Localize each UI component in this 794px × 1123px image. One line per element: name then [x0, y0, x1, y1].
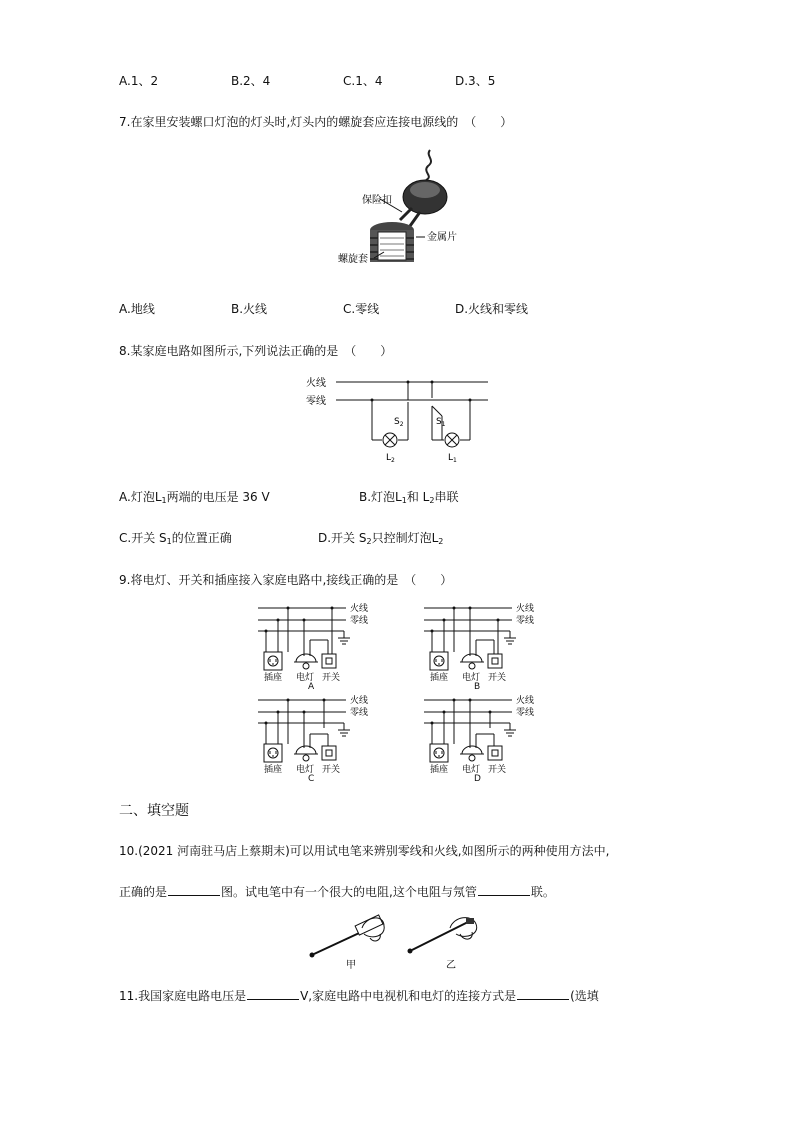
- q9-neutral-label: 零线: [350, 616, 369, 626]
- q9-neutral-label: 零线: [516, 708, 535, 718]
- fig-label-jia: 甲: [346, 960, 356, 971]
- q9-figure-d: [424, 692, 544, 778]
- q8-l2-label: $L_2$: [386, 453, 395, 464]
- label-fuse-buckle: 保险扣: [362, 195, 392, 206]
- q9-neutral-label: 零线: [350, 708, 369, 718]
- q7-option-d: D.火线和零线: [455, 302, 529, 316]
- q9-socket-label: 插座: [430, 673, 449, 683]
- q6-option-d: D.3、5: [455, 74, 496, 88]
- q9-switch-label: 开关: [488, 765, 507, 775]
- q9-switch-label: 开关: [322, 765, 341, 775]
- q9-option-letter-a: A: [308, 682, 315, 692]
- q6-option-a: A.1、2: [119, 74, 159, 88]
- q8-s1-label: $S_1$: [436, 417, 446, 428]
- q8-l1-label: $L_1$: [448, 453, 457, 464]
- q9-figure-b: [424, 600, 544, 686]
- q7-option-c: C.零线: [343, 302, 380, 316]
- q9-socket-label: 插座: [264, 765, 283, 775]
- q6-option-c: C.1、4: [343, 74, 383, 88]
- q8-circuit-diagram: [300, 372, 500, 464]
- q8-option-c: C.开关 $S_1$的位置正确: [119, 531, 232, 546]
- q9-option-letter-c: C: [308, 774, 315, 784]
- lamp-socket-figure: [330, 142, 470, 272]
- label-spiral-sleeve: 螺旋套: [338, 254, 368, 265]
- q9-stem: 9.将电灯、开关和插座接入家庭电路中,接线正确的是 （ ）: [119, 573, 453, 587]
- test-pen-figure: [300, 910, 500, 972]
- q7-option-b: B.火线: [231, 302, 268, 316]
- fig-label-yi: 乙: [446, 960, 456, 971]
- q8-option-a: A.灯泡$L_1$两端的电压是 36 V: [119, 490, 270, 505]
- q9-lamp-label: 电灯: [296, 765, 315, 775]
- q9-option-letter-d: D: [474, 774, 481, 784]
- q7-option-a: A.地线: [119, 302, 155, 316]
- q9-socket-label: 插座: [430, 765, 449, 775]
- q8-s2-label: $S_2$: [394, 417, 404, 428]
- q9-live-label: 火线: [516, 696, 535, 706]
- q9-lamp-label: 电灯: [462, 673, 481, 683]
- q10-line1: 10.(2021 河南驻马店上蔡期末)可以用试电笔来辨别零线和火线,如图所示的两种使用方法中,: [119, 844, 610, 858]
- q11-line1: 11.我国家庭电路电压是 V,家庭电路中电视机和电灯的连接方式是 (选填: [119, 989, 599, 1003]
- q9-figure-c: [258, 692, 378, 778]
- q7-stem: 7.在家里安装螺口灯泡的灯头时,灯头内的螺旋套应连接电源线的 （ ）: [119, 115, 513, 129]
- q9-live-label: 火线: [350, 604, 369, 614]
- section-title-fill-blank: 二、填空题: [119, 803, 189, 819]
- q9-lamp-label: 电灯: [296, 673, 315, 683]
- q9-figure-a: [258, 600, 378, 686]
- q9-socket-label: 插座: [264, 673, 283, 683]
- q8-live-label: 火线: [306, 378, 326, 389]
- q9-live-label: 火线: [516, 604, 535, 614]
- q9-lamp-label: 电灯: [462, 765, 481, 775]
- q8-neutral-label: 零线: [306, 396, 326, 407]
- q9-live-label: 火线: [350, 696, 369, 706]
- q9-option-letter-b: B: [474, 682, 481, 692]
- q9-switch-label: 开关: [488, 673, 507, 683]
- q8-option-d: D.开关 $S_2$只控制灯泡$L_2$: [318, 531, 444, 546]
- q8-stem: 8.某家庭电路如图所示,下列说法正确的是 （ ）: [119, 344, 393, 358]
- q9-switch-label: 开关: [322, 673, 341, 683]
- q6-option-b: B.2、4: [231, 74, 271, 88]
- q10-line2: 正确的是 图。试电笔中有一个很大的电阻,这个电阻与氖管 联。: [119, 885, 555, 899]
- q8-option-b: B.灯泡$L_1$和 $L_2$串联: [359, 490, 459, 505]
- label-metal-sheet: 金属片: [427, 232, 457, 243]
- q9-neutral-label: 零线: [516, 616, 535, 626]
